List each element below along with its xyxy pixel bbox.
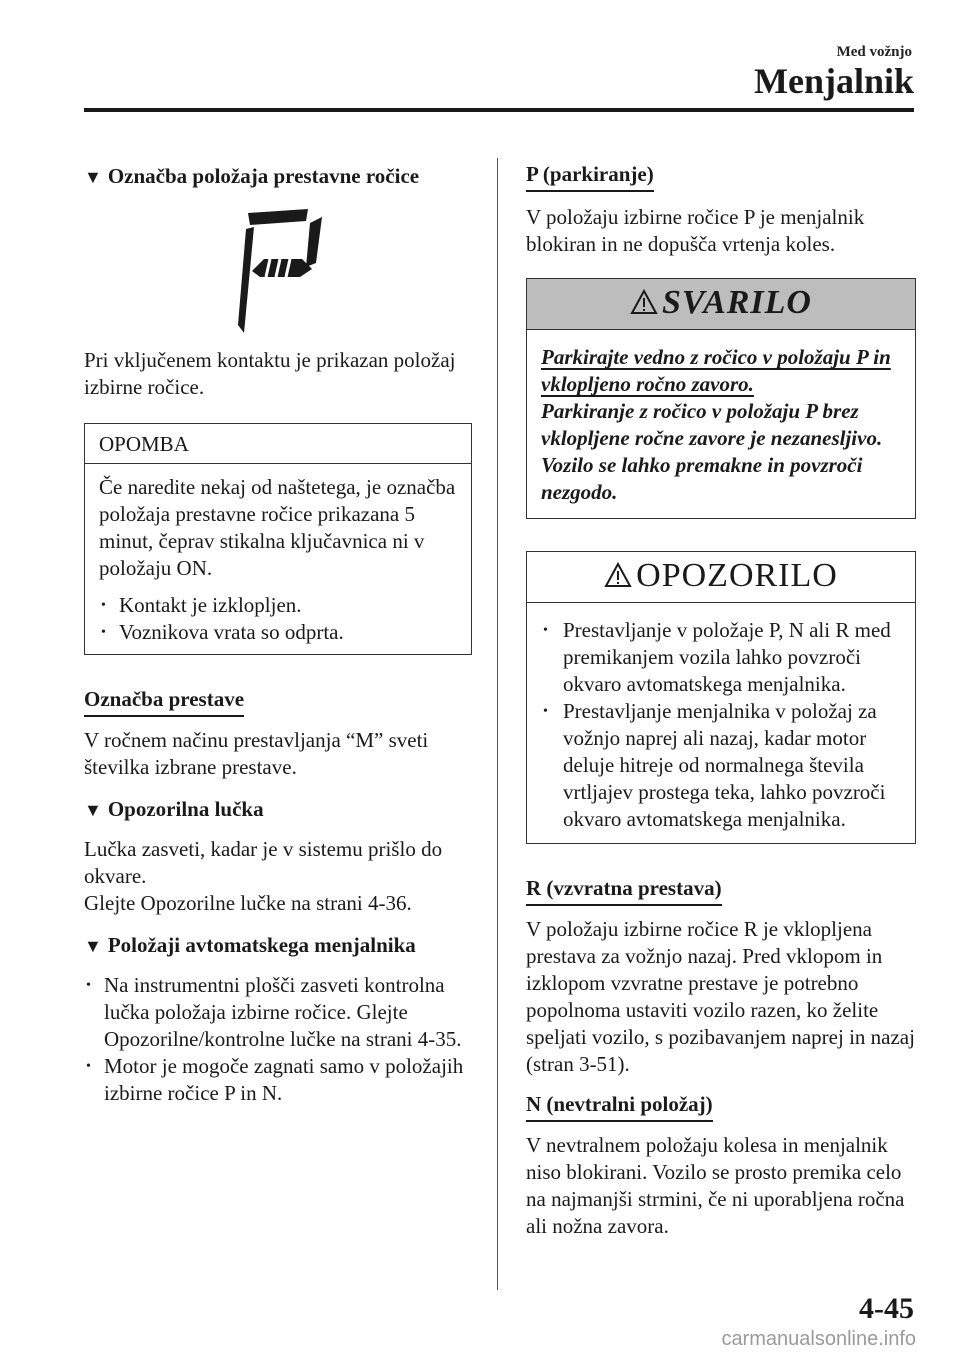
list-item: • Prestavljanje v položaje P, N ali R med premikanjem vozila lahko povzroči okvaro avtomatskega menjalnika. [541,617,901,698]
caution-text: Parkiranje z ročico v položaju P brez vklopljene ročne zavore je nezanesljivo. Vozilo se lahko premakne in povzroči nezgodo. [541,399,883,505]
triangle-down-icon: ▼ [84,936,102,956]
subheading-neutral: N (nevtralni položaj) [526,1090,713,1122]
watermark: carmanualsonline.info [721,1328,916,1350]
caution-underlined-text: Parkirajte vedno z ročico v položaju P in vklopljeno ročno zavoro. [541,345,891,397]
list-item: • Kontakt je izklopljen. [99,592,457,619]
triangle-down-icon: ▼ [84,800,102,820]
note-text: Če naredite nekaj od naštetega, je označba položaja prestavne ročice prikazana 5 minut, čeprav stikalna ključavnica ni v položaju ON. [99,475,456,580]
page-title: Menjalnik [753,61,914,101]
list-item: • Na instrumentni plošči zasveti kontrolna lučka položaja izbirne ročice. Glejte Opozorilne/kontrolne lučke na strani 4-35. [84,972,472,1053]
paragraph-warning-ref: Glejte Opozorilne lučke na strani 4-36. [84,891,412,915]
header-rule [84,108,914,112]
paragraph-reverse: V položaju izbirne ročice R je vklopljena prestava za vožnjo nazaj. Pred vklopom in izklopom vzvratne prestave je potrebno popolnoma ustaviti vozilo razen, ko želite speljati vozilo, s pozibavanjem naprej in nazaj (stran 3-51). [526,917,915,1077]
heading-gear-indicator: ▼ Označba položaja prestavne ročice [84,164,420,188]
paragraph-gear-display: V ročnem načinu prestavljanja “M” sveti številka izbrane prestave. [84,728,429,779]
heading-transmission-positions: ▼ Položaji avtomatskega menjalnika [84,933,416,957]
right-column [526,158,916,1240]
paragraph-display: Pri vključenem kontaktu je prikazan položaj izbirne ročice. [84,348,456,399]
gear-indicator-P-icon [230,205,330,337]
page-number: 4-45 [859,1292,914,1325]
subheading-gear-display: Označba prestave [84,685,244,717]
left-column [84,158,472,1107]
triangle-down-icon: ▼ [84,167,102,187]
warning-title: OPOZORILO [636,557,838,595]
list-item: • Prestavljanje menjalnika v položaj za vožnjo naprej ali nazaj, kadar motor deluje hitreje od normalnega števila vrtljajev prostega teka, lahko povzroči okvaro avtomatskega menjalnika. [541,698,901,833]
list-item: • Voznikova vrata so odprta. [99,619,457,646]
note-box [84,423,472,655]
paragraph-neutral: V nevtralnem položaju kolesa in menjalnik niso blokirani. Vozilo se prosto premika celo na najmanjši strmini, če ni uporabljena ročna ali nožna zavora. [526,1133,905,1239]
note-title: OPOMBA [85,424,471,464]
caution-title: SVARILO [662,284,812,321]
caution-box [526,278,916,519]
warning-triangle-icon [604,558,632,598]
paragraph-warning-light: Lučka zasveti, kadar je v sistemu prišlo do okvare. [84,837,443,888]
heading-warning-light: ▼ Opozorilna lučka [84,797,264,821]
header-section: Med vožnjo [836,44,912,60]
list-item: • Motor je mogoče zagnati samo v položajih izbirne ročice P in N. [84,1053,472,1107]
subheading-park: P (parkiranje) [526,160,654,192]
subheading-reverse: R (vzvratna prestava) [526,874,722,906]
column-divider [497,158,498,1290]
warning-header [527,552,915,603]
warning-box [526,551,916,844]
caution-header [527,279,915,330]
warning-triangle-icon [630,285,658,325]
paragraph-park: V položaju izbirne ročice P je menjalnik blokiran in ne dopušča vrtenja koles. [526,205,865,256]
